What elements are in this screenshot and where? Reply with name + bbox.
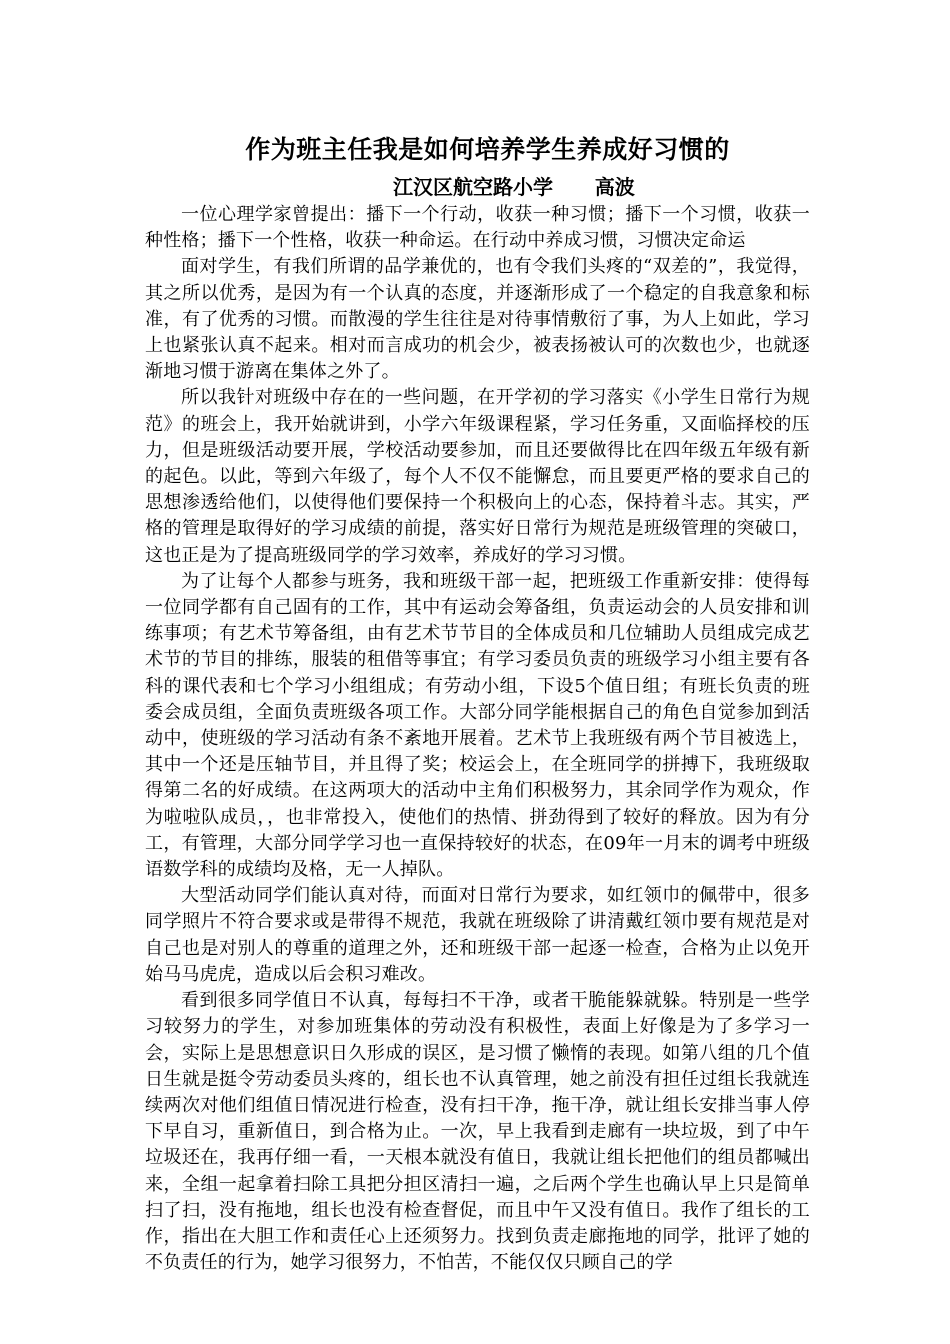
document-page: [145, 128, 810, 1276]
document-title: 作为班主任我是如何培养学生养成好习惯的: [245, 135, 730, 164]
paragraph: 看到很多同学值日不认真，每每扫不干净，或者干脆能躲就躲。特别是一些学习较努力的学生，对参加班集体的劳动没有积极性，表面上好像是为了多学习一会，实际上是思想意识日久形成的误区，是习惯了懒惰的表现。如第八组的几个值日生就是挺令劳动委员头疼的，组长也不认真管理，她之前没有担任过组长我就连续两次对他们组值日情况进行检查，没有扫干净，拖干净，就让组长安排当事人停下早自习，重新值日，到合格为止。一次，早上我看到走廊有一块垃圾，到了中午垃圾还在，我再仔细一看，一天根本就没有值日，我就让组长把他们的组员都喊出来，全组一起拿着扫除工具把分担区清扫一遍，之后两个学生也确认早上只是简单扫了扫，没有拖地，组长也没有检查督促，而且中午又没有值日。我作了组长的工作，指出在大胆工作和责任心上还须努力。找到负责走廊拖地的同学，批评了她的不负责任的行为，她学习很努力，不怕苦，不能仅仅只顾自己的学: [145, 990, 810, 1274]
paragraph: 一位心理学家曾提出：播下一个行动，收获一种习惯；播下一个习惯，收获一种性格；播下一个性格，收获一种命运。在行动中养成习惯，习惯决定命运: [145, 204, 810, 252]
author-byline: 江汉区航空路小学 高波: [393, 175, 635, 199]
paragraph: 面对学生，有我们所谓的品学兼优的，也有令我们头疼的“双差的”，我觉得，其之所以优秀，是因为有一个认真的态度，并逐渐形成了一个稳定的自我意象和标准，有了优秀的习惯。而散漫的学生往往是对待事情敷衍了事，为人上如此，学习上也紧张认真不起来。相对而言成功的机会少，被表扬被认可的次数也少，也就逐渐地习惯于游离在集体之外了。: [145, 256, 810, 383]
document-body: [145, 202, 810, 1276]
paragraph: 大型活动同学们能认真对待，而面对日常行为要求，如红领巾的佩带中，很多同学照片不符合要求或是带得不规范，我就在班级除了讲清戴红领巾要有规范是对自己也是对别人的尊重的道理之外，还和班级干部一起逐一检查，合格为止以免开始马马虎虎，造成以后会积习难改。: [145, 885, 810, 985]
paragraph: 所以我针对班级中存在的一些问题，在开学初的学习落实《小学生日常行为规范》的班会上，我开始就讲到，小学六年级课程紧，学习任务重，又面临择校的压力，但是班级活动要开展，学校活动要参加，而且还要做得比在四年级五年级有新的起色。以此，等到六年级了，每个人不仅不能懈怠，而且要更严格的要求自己的思想渗透给他们，以使得他们要保持一个积极向上的心态，保持着斗志。其实，严格的管理是取得好的学习成绩的前提，落实好日常行为规范是班级管理的突破口，这也正是为了提高班级同学的学习效率，养成好的学习习惯。: [145, 387, 810, 566]
paragraph: 为了让每个人都参与班务，我和班级干部一起，把班级工作重新安排：使得每一位同学都有自己固有的工作，其中有运动会筹备组，负责运动会的人员安排和训练事项；有艺术节筹备组，由有艺术节节目的全体成员和几位辅助人员组成完成艺术节的节目的排练，服装的租借等事宜；有学习委员负责的班级学习小组主要有各科的课代表和七个学习小组组成；有劳动小组，下设5个值日组；有班长负责的班委会成员组，全面负责班级各项工作。大部分同学能根据自己的角色自觉参加到活动中，使班级的学习活动有条不紊地开展着。艺术节上我班级有两个节目被选上，其中一个还是压轴节目，并且得了奖；校运会上，在全班同学的拼搏下，我班级取得第二名的好成绩。在这两项大的活动中主角们积极努力，其余同学作为观众，作为啦啦队成员，，也非常投入，使他们的热情、拼劲得到了较好的释放。因为有分工，有管理，大部分同学学习也一直保持较好的状态，在09年一月末的调考中班级语数学科的成绩均及格，无一人掉队。: [145, 570, 810, 881]
